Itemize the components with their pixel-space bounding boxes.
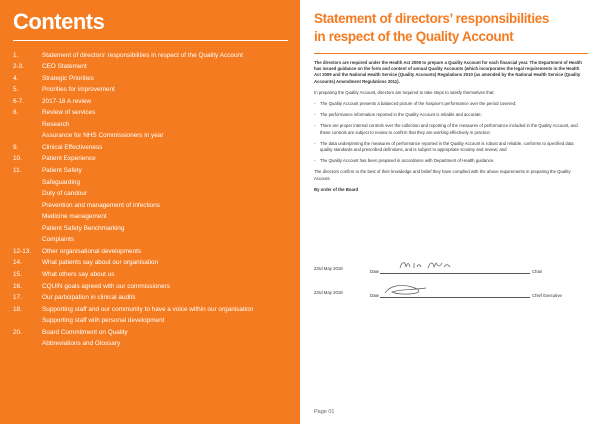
- toc-item-label: What others say about us: [42, 270, 115, 278]
- signature-line: [380, 297, 530, 298]
- chair-signature-image: [398, 259, 458, 271]
- toc-item[interactable]: [13, 142, 293, 154]
- requirement-item: [314, 101, 586, 107]
- signature-date: 23rd May 2018: [314, 266, 343, 271]
- toc-item-number: 5.: [13, 86, 19, 94]
- requirements-list: [314, 101, 586, 164]
- signature-line: [380, 273, 530, 274]
- date-label: Date: [370, 269, 380, 274]
- statement-intro: The directors are required under the Health Act 2009 to prepare a Quality Account for each financial year. The Department of Health has issued guidance on the form and content of annual Quality Accounts (which incorporates the legal requirements in the Health Act 2009 and the National Health Service (Quality Accounts) Regulations 2010 (as amended by the National Health Service (Quality Accounts) Amendment Regulations 2011).: [314, 60, 582, 84]
- toc-item-number: 1.: [13, 51, 19, 59]
- toc-item[interactable]: [13, 50, 293, 62]
- bullet-dash: -: [314, 140, 316, 146]
- toc-item-label: Safeguarding: [42, 178, 81, 186]
- toc-item[interactable]: [13, 200, 293, 212]
- toc-item-label: Patient Safety Benchmarking: [42, 224, 125, 232]
- toc-item[interactable]: [13, 96, 293, 108]
- toc-item-label: Research: [42, 120, 70, 128]
- toc-item[interactable]: [13, 119, 293, 131]
- toc-item-number: 17.: [13, 294, 22, 302]
- requirement-text: There are proper internal controls over the collection and reporting of the measures of performance included in the Quality Account, and these controls are subject to review to confirm that they are working effectively in practice;: [320, 123, 578, 135]
- toc-item[interactable]: [13, 131, 293, 143]
- toc-item-label: Patient Experience: [42, 155, 96, 163]
- date-label: Date: [370, 293, 380, 298]
- toc-item-number: 15.: [13, 270, 22, 278]
- statement-title-line1: Statement of directors’ responsibilities: [314, 11, 550, 26]
- toc-item[interactable]: [13, 223, 293, 235]
- toc-item-number: 14.: [13, 259, 22, 267]
- toc-item-number: 9.: [13, 143, 19, 151]
- toc-item[interactable]: [13, 108, 293, 120]
- statement-page: [300, 0, 600, 424]
- toc-item[interactable]: [13, 316, 293, 328]
- toc-item-number: 20.: [13, 328, 22, 336]
- toc-item[interactable]: [13, 258, 293, 270]
- toc-item-label: Clinical Effectiveness: [42, 143, 103, 151]
- toc-item[interactable]: [13, 85, 293, 97]
- requirement-item: [314, 141, 586, 153]
- toc-item-label: CQUIN goals agreed with our commissioners: [42, 282, 170, 290]
- toc-item-label: Our participation in clinical audits: [42, 294, 136, 302]
- toc-item[interactable]: [13, 327, 293, 339]
- signatory-role: Chair: [532, 269, 543, 274]
- toc-item-number: 16.: [13, 282, 22, 290]
- chief-executive-signature-image: [382, 283, 432, 297]
- toc-item[interactable]: [13, 235, 293, 247]
- toc-item-label: 2017-18 A review: [42, 97, 92, 105]
- toc-item-label: Medicine management: [42, 213, 107, 221]
- page-number: Page 01: [314, 409, 335, 415]
- toc-item[interactable]: [13, 281, 293, 293]
- toc-item-number: 10.: [13, 155, 22, 163]
- bullet-dash: -: [314, 158, 316, 164]
- toc-item[interactable]: [13, 269, 293, 281]
- toc-item-label: Strategic Priorities: [42, 74, 94, 82]
- statement-divider: [314, 53, 588, 54]
- toc-item-label: Statement of directors' responsibilities in respect of the Quality Account: [42, 51, 243, 59]
- title-divider: [13, 40, 288, 41]
- toc-item-label: Other organisational developments: [42, 247, 142, 255]
- toc-item-label: Supporting staff and our community to have a voice within our organisation: [42, 305, 254, 313]
- toc-item[interactable]: [13, 154, 293, 166]
- toc-item-number: 11.: [13, 167, 22, 175]
- toc-item-number: 6-7.: [13, 97, 25, 105]
- toc-item-label: Prevention and management of infections: [42, 201, 160, 209]
- toc-item-label: Abbreviations and Glossary: [42, 340, 121, 348]
- statement-title: [314, 10, 594, 46]
- toc-item[interactable]: [13, 292, 293, 304]
- toc-item-label: CEO Statement: [42, 63, 87, 71]
- bullet-dash: -: [314, 101, 316, 107]
- statement-body: [314, 60, 586, 198]
- statement-order: By order of the Board: [314, 186, 359, 192]
- toc-item[interactable]: [13, 212, 293, 224]
- signature-date: 23rd May 2018: [314, 290, 343, 295]
- toc-item[interactable]: [13, 62, 293, 74]
- signature-row-chief-executive: [314, 290, 594, 302]
- toc-item-label: Priorities for improvement: [42, 86, 115, 94]
- signature-row-chair: [314, 266, 594, 278]
- toc-item[interactable]: [13, 246, 293, 258]
- statement-title-line2: in respect of the Quality Account: [314, 29, 514, 44]
- contents-title: Contents: [13, 9, 105, 34]
- toc-item-label: Supporting staff with personal development: [42, 317, 165, 325]
- toc-item-number: 2-3.: [13, 63, 25, 71]
- toc-item-label: Patient Safety: [42, 167, 82, 175]
- toc-item-label: Complaints: [42, 236, 74, 244]
- toc-item[interactable]: [13, 165, 293, 177]
- toc-item-label: Assurance for NHS Commissioners in year: [42, 132, 164, 140]
- toc-item-label: Duty of candour: [42, 190, 88, 198]
- requirement-text: The performance information reported in the Quality Account is reliable and accurate;: [320, 112, 482, 118]
- bullet-dash: -: [314, 123, 316, 129]
- statement-confirm: The directors confirm to the best of their knowledge and belief they have complied with the above requirements in preparing the Quality Account.: [314, 169, 571, 181]
- toc-item[interactable]: [13, 304, 293, 316]
- requirement-text: The Quality Account has been prepared in accordance with Department of Health guidance.: [320, 158, 495, 164]
- toc-item-number: 4.: [13, 74, 19, 82]
- signatory-role: Chief Executive: [532, 293, 562, 298]
- statement-preparing: In preparing the Quality Account, directors are required to take steps to satisfy themselves that:: [314, 89, 495, 95]
- toc-item-number: 12-13.: [13, 247, 32, 255]
- toc-item-number: 8.: [13, 109, 19, 117]
- toc-item-label: Review of services: [42, 109, 96, 117]
- toc-item-label: What patients say about our organisation: [42, 259, 159, 267]
- toc-item[interactable]: [13, 189, 293, 201]
- toc-item[interactable]: [13, 177, 293, 189]
- requirement-item: [314, 112, 586, 118]
- toc-item[interactable]: [13, 339, 293, 351]
- toc-item-label: Board Commitment on Quality: [42, 328, 128, 336]
- requirement-text: The data underpinning the measures of performance reported in the Quality Account is robust and reliable, conforms to specified data quality standards and prescribed definitions, and is subject to appropriate scrutiny and review; and: [320, 140, 574, 153]
- table-of-contents: [13, 50, 293, 350]
- requirement-item: [314, 158, 586, 164]
- requirement-item: [314, 123, 586, 135]
- bullet-dash: -: [314, 112, 316, 118]
- requirement-text: The Quality Account presents a balanced picture of the hospice's performance over the period covered;: [320, 101, 517, 107]
- toc-item-number: 18.: [13, 305, 22, 313]
- toc-item[interactable]: [13, 73, 293, 85]
